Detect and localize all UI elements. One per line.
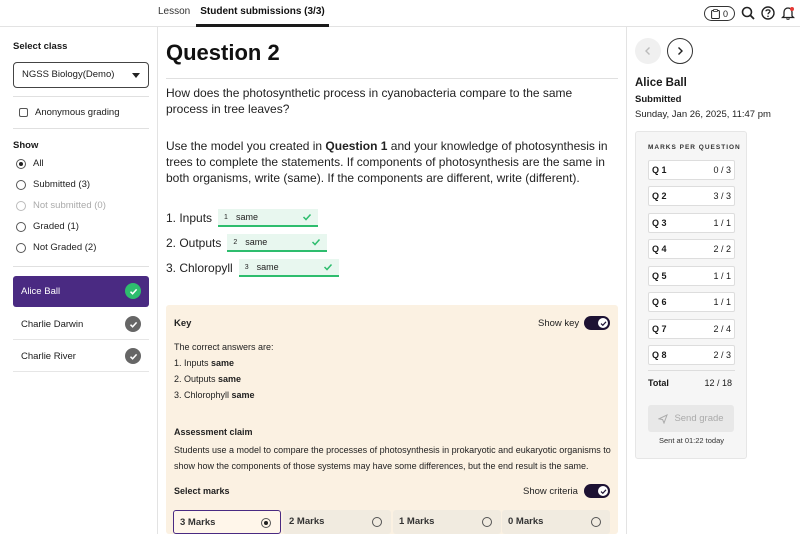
mark-row-q8[interactable] — [648, 345, 735, 365]
answer-value: same — [235, 212, 258, 222]
class-select-value: NGSS Biology(Demo) — [22, 69, 115, 80]
mark-row-q2[interactable] — [648, 186, 735, 206]
divider — [166, 78, 618, 79]
filter-not-graded[interactable] — [16, 242, 96, 253]
filter-label: All — [33, 158, 44, 169]
filter-label: Submitted (3) — [33, 179, 91, 190]
divider — [13, 266, 149, 267]
check-icon — [302, 212, 312, 222]
left-sidebar — [0, 27, 158, 534]
anonymous-grading-label: Anonymous grading — [35, 107, 120, 118]
radio-icon[interactable] — [16, 222, 26, 232]
mark-value: 1 / 1 — [713, 218, 731, 228]
student-name-heading: Alice Ball — [635, 77, 687, 89]
radio-selected-icon[interactable] — [261, 518, 271, 528]
mark-question: Q 8 — [652, 350, 667, 360]
answer-field[interactable] — [239, 259, 339, 277]
key-item — [174, 390, 255, 400]
check-circle-icon — [125, 316, 141, 332]
mark-value: 0 / 3 — [713, 165, 731, 175]
previous-student-button[interactable] — [635, 38, 661, 64]
key-item-answer: same — [231, 390, 255, 400]
marks-option-label: 2 Marks — [289, 516, 325, 527]
total-label: Total — [648, 378, 669, 388]
marks-option-3[interactable] — [173, 510, 281, 534]
answer-field[interactable] — [227, 234, 327, 252]
answer-label: 2. Outputs — [166, 236, 222, 250]
mark-question: Q 5 — [652, 271, 667, 281]
bell-icon[interactable] — [781, 6, 795, 20]
instructions-text: and your knowledge of photosynthesis in trees to complete the statements. If components of photosynthesis are the same in both organisms, write (same). If the components are different, write (different). — [166, 139, 608, 185]
mark-value: 1 / 1 — [713, 271, 731, 281]
mark-question: Q 7 — [652, 324, 667, 334]
key-item — [174, 374, 241, 384]
mark-row-q4[interactable] — [648, 239, 735, 259]
select-marks-label: Select marks — [174, 486, 230, 496]
mark-question: Q 4 — [652, 244, 667, 254]
radio-icon[interactable] — [591, 517, 601, 527]
mark-question: Q 1 — [652, 165, 667, 175]
filter-label: Not submitted (0) — [33, 200, 106, 211]
key-item-label: 1. Inputs — [174, 358, 209, 368]
instructions-bold: Question 1 — [325, 139, 388, 153]
tab-student-submissions[interactable]: Student submissions (3/3) — [196, 0, 329, 27]
filter-not-submitted — [16, 200, 106, 211]
send-grade-label: Send grade — [674, 413, 724, 424]
answer-row-chloropyll — [166, 259, 339, 277]
divider — [13, 96, 149, 97]
check-icon — [311, 237, 321, 247]
tab-lesson[interactable]: Lesson — [158, 6, 191, 17]
sent-at-text: Sent at 01:22 today — [658, 436, 725, 445]
key-item-answer: same — [218, 374, 242, 384]
key-item-answer: same — [211, 358, 235, 368]
answer-row-outputs — [166, 234, 327, 252]
show-label: Show — [13, 140, 39, 151]
mark-row-q6[interactable] — [648, 292, 735, 312]
show-criteria-toggle[interactable] — [584, 484, 610, 498]
question-title: Question 2 — [166, 40, 280, 65]
student-name: Charlie Darwin — [21, 319, 84, 330]
filter-label: Not Graded (2) — [33, 242, 97, 253]
help-icon[interactable] — [761, 6, 775, 20]
class-select[interactable] — [13, 62, 149, 88]
student-item-charlie-river[interactable] — [13, 341, 149, 372]
radio-icon[interactable] — [482, 517, 492, 527]
radio-icon[interactable] — [16, 243, 26, 253]
filter-graded[interactable] — [16, 221, 79, 232]
student-name: Charlie River — [21, 351, 76, 362]
answer-value: same — [256, 262, 279, 272]
anonymous-grading-checkbox[interactable] — [19, 107, 120, 118]
marks-option-0[interactable] — [502, 510, 610, 534]
mark-question: Q 3 — [652, 218, 667, 228]
assessment-claim-title: Assessment claim — [174, 427, 253, 437]
mark-value: 2 / 2 — [713, 244, 731, 254]
toggle-check-icon — [598, 486, 608, 496]
mark-question: Q 2 — [652, 191, 667, 201]
clipboard-count: 0 — [722, 8, 728, 19]
filter-submitted[interactable] — [16, 179, 90, 190]
answer-row-inputs — [166, 209, 318, 227]
marks-option-label: 0 Marks — [508, 516, 544, 527]
marks-header: MARKS PER QUESTION — [648, 144, 741, 151]
mark-value: 2 / 3 — [713, 350, 731, 360]
clipboard-icon — [711, 9, 720, 19]
question-prompt: How does the photosynthetic process in cyanobacteria compare to the same process in tree leaves? — [166, 86, 573, 116]
check-icon — [323, 262, 333, 272]
show-key-toggle[interactable] — [584, 316, 610, 330]
top-bar — [0, 0, 800, 27]
clipboard-count-button[interactable] — [704, 6, 735, 21]
marks-option-label: 3 Marks — [180, 517, 216, 528]
mark-row-q1[interactable] — [648, 160, 735, 180]
marks-option-2[interactable] — [283, 510, 391, 534]
answer-value: same — [245, 237, 268, 247]
radio-icon — [16, 201, 26, 211]
submission-status: Submitted — [635, 94, 682, 105]
show-criteria-label: Show criteria — [523, 486, 578, 497]
check-circle-icon — [125, 283, 141, 299]
filter-all[interactable] — [16, 158, 44, 169]
chevron-left-icon — [644, 46, 652, 56]
check-circle-icon — [125, 348, 141, 364]
question-instructions — [166, 138, 616, 186]
main-content — [158, 27, 626, 534]
assessment-claim-text: Students use a model to compare the processes of photosynthesis in prokaryotic and eukaryotic organisms to show how the components of those systems may have some differences, but the end result is the same. — [174, 445, 611, 471]
key-panel — [166, 305, 618, 534]
checkbox-box[interactable] — [19, 108, 28, 117]
marks-option-1[interactable] — [393, 510, 501, 534]
total-row — [648, 378, 735, 388]
instructions-text: Use the model you created in — [166, 139, 326, 153]
radio-icon[interactable] — [372, 517, 382, 527]
toggle-check-icon — [598, 318, 608, 328]
mark-question: Q 6 — [652, 297, 667, 307]
filter-label: Graded (1) — [33, 221, 79, 232]
answer-label: 1. Inputs — [166, 211, 213, 225]
next-student-button[interactable] — [667, 38, 693, 64]
mark-row-q7[interactable] — [648, 319, 735, 339]
key-item-label: 3. Chlorophyll — [174, 390, 230, 400]
divider — [648, 370, 735, 371]
student-item-charlie-darwin[interactable] — [13, 309, 149, 340]
key-item-label: 2. Outputs — [174, 374, 216, 384]
marks-per-question-card — [635, 131, 747, 459]
send-icon — [658, 414, 668, 424]
search-icon[interactable] — [741, 6, 755, 20]
divider — [13, 128, 149, 129]
radio-icon[interactable] — [16, 180, 26, 190]
show-key-label: Show key — [538, 318, 580, 329]
mark-row-q5[interactable] — [648, 266, 735, 286]
answer-number: 2 — [233, 238, 238, 246]
send-grade-button[interactable] — [648, 405, 734, 432]
marks-option-label: 1 Marks — [399, 516, 435, 527]
student-name: Alice Ball — [21, 286, 61, 297]
mark-row-q3[interactable] — [648, 213, 735, 233]
answer-number: 3 — [244, 263, 249, 271]
mark-value: 3 / 3 — [713, 191, 731, 201]
total-value: 12 / 18 — [704, 378, 732, 388]
student-item-alice-ball[interactable] — [13, 276, 149, 307]
mark-value: 1 / 1 — [713, 297, 731, 307]
radio-selected-icon[interactable] — [16, 159, 26, 169]
right-panel — [626, 27, 800, 534]
answer-label: 3. Chloropyll — [166, 261, 233, 275]
select-class-label: Select class — [13, 41, 68, 52]
answer-number: 1 — [224, 213, 228, 221]
caret-down-icon — [132, 73, 140, 78]
answer-field[interactable] — [218, 209, 318, 227]
key-intro: The correct answers are: — [174, 342, 274, 352]
key-title: Key — [174, 318, 192, 329]
key-item — [174, 358, 234, 368]
submission-date: Sunday, Jan 26, 2025, 11:47 pm — [635, 109, 771, 120]
mark-value: 2 / 4 — [713, 324, 731, 334]
chevron-right-icon — [676, 46, 684, 56]
